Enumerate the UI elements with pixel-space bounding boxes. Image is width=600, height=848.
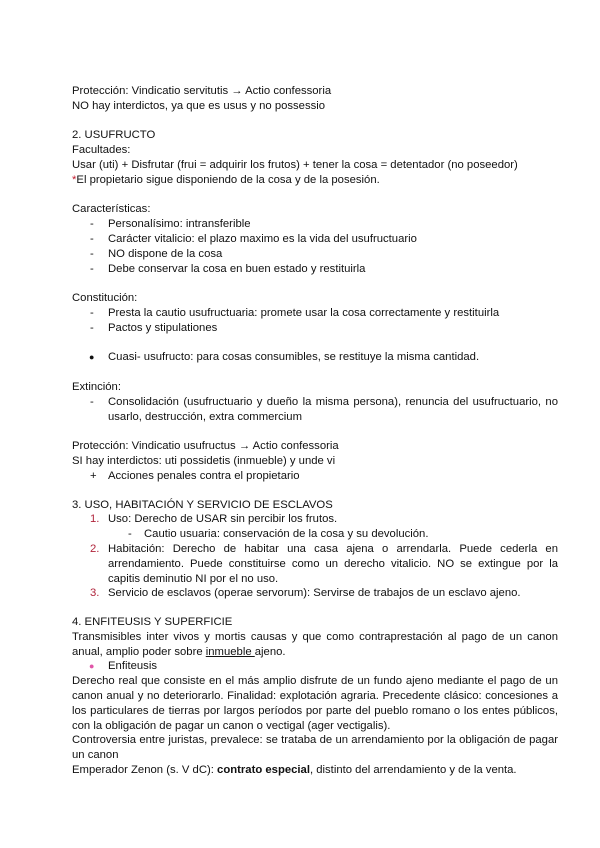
pink-bullet-icon: ● <box>89 661 95 672</box>
enfiteusis-intro: Transmisibles inter vivos y mortis causas y que como contraprestación al pago de un canon anual, amplio poder sobre inmueble ajeno. <box>72 630 558 658</box>
section-heading-usufructo: 2. USUFRUCTO <box>72 129 156 142</box>
asterisk-mark: * <box>72 173 77 186</box>
usar-disfrutar-line: Usar (uti) + Disfrutar (frui = adquirir los frutos) + tener la cosa = detentador (no poseedor) <box>72 158 518 171</box>
numbered-item: 3. Servicio de esclavos (operae servorum): Servirse de trabajos de un esclavo ajeno. <box>90 587 521 600</box>
list-item: + Acciones penales contra el propietario <box>90 469 300 482</box>
list-item: - Carácter vitalicio: el plazo maximo es la vida del usufructuario <box>90 232 417 245</box>
controversia-paragraph: Controversia entre juristas, prevalece: se trataba de un arrendamiento por la obligación de pagar un canon <box>72 734 558 762</box>
enfiteusis-bullet: ● Enfiteusis <box>89 660 157 673</box>
list-item: - Personalísimo: intransferible <box>90 218 251 231</box>
bullet-dot-icon: ● <box>89 352 95 363</box>
list-item: - Presta la cautio usufructuaria: promete usar la cosa correctamente y restituirla <box>90 306 500 319</box>
zenon-line: Emperador Zenon (s. V dC): contrato especial, distinto del arrendamiento y de la venta. <box>72 764 517 777</box>
list-item: - NO dispone de la cosa <box>90 247 223 260</box>
section-heading-enfiteusis: 4. ENFITEUSIS Y SUPERFICIE <box>72 616 233 629</box>
constitucion-label: Constitución: <box>72 292 138 305</box>
extincion-item: - Consolidación (usufructuario y dueño la misma persona), renuncia del usufructuario, no usarlo, destrucción, extra commercium <box>90 395 558 423</box>
document-body <box>72 84 558 778</box>
numbered-item: 2. Habitación: Derecho de habitar una casa ajena o arrendarla. Puede cederla en arrendamiento. Puede constituirse como un derecho vitalicio. NO se extingue por la capitis deminutio NI por el no uso. <box>90 542 558 585</box>
section-heading-uso: 3. USO, HABITACIÓN Y SERVICIO DE ESCLAVOS <box>72 498 333 511</box>
list-item: - Pactos y stipulationes <box>90 321 218 334</box>
servitude-interdict-line: NO hay interdictos, ya que es usus y no possessio <box>72 99 326 112</box>
propietario-note: *El propietario sigue disponiendo de la cosa y de la posesión. <box>72 173 380 186</box>
usufructo-protection-line: Protección: Vindicatio usufructus → Actio confessoria <box>72 440 339 453</box>
cuasi-usufructo-item: ● Cuasi- usufructo: para cosas consumibles, se restituye la misma cantidad. <box>89 351 480 364</box>
numbered-item: 1. Uso: Derecho de USAR sin percibir los frutos. <box>90 513 338 526</box>
extincion-label: Extinción: <box>72 380 121 393</box>
usufructo-interdict-line: SI hay interdictos: uti possidetis (inmueble) y unde vi <box>72 454 336 467</box>
enfiteusis-paragraph: Derecho real que consiste en el más amplio disfrute de un fundo ajeno mediante el pago de un canon anual y no deteriorarlo. Finalidad: explotación agraria. Precedente clásico: concesiones a los particulares de tierras por largos períodos por parte del pueblo romano o los entes públicos, con la obligación de pagar un canon o vectigal (ager vectigalis). <box>72 675 558 732</box>
sub-list-item: - Cautio usuaria: conservación de la cosa y su devolución. <box>128 528 429 541</box>
caracteristicas-label: Características: <box>72 203 151 216</box>
list-item: - Debe conservar la cosa en buen estado y restituirla <box>90 262 366 275</box>
servitude-protection-line: Protección: Vindicatio servitutis → Actio confessoria <box>72 85 332 97</box>
facultades-label: Facultades: <box>72 144 131 157</box>
